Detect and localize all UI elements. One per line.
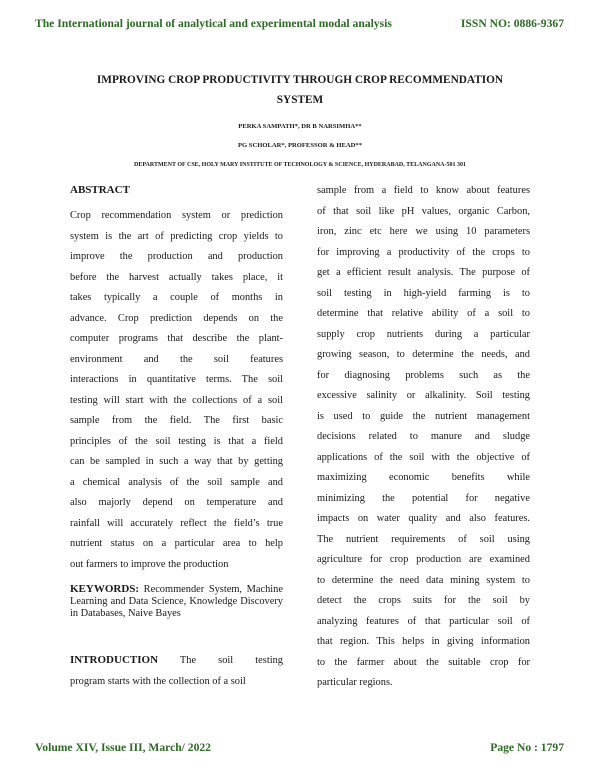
- authors: PERKA SAMPATH*, DR B NARSIMHA**: [238, 123, 362, 130]
- text-line: sample from a field to know about features: [317, 185, 530, 196]
- volume-issue: Volume XIV, Issue III, March/ 2022: [35, 741, 211, 754]
- text-line: excessive salinity or alkalinity. Soil testing: [317, 390, 530, 401]
- abstract-body: [70, 206, 283, 575]
- text-line: to the farmer about the suitable crop for: [317, 656, 530, 668]
- text-line: advance. Crop prediction depends on the: [70, 312, 283, 324]
- text-line: supply crop nutrients during a particular: [317, 328, 530, 340]
- text-line: sample from the field. The first basic: [70, 415, 283, 426]
- text-line: The nutrient requirements of soil using: [317, 533, 530, 545]
- text-line: applications of the soil with the objective of: [317, 451, 530, 463]
- text-line: maximizing economic benefits while: [317, 472, 530, 483]
- introduction-heading: INTRODUCTION: [70, 654, 159, 666]
- text-line: rainfall will accurately reflect the field’s true: [70, 517, 283, 529]
- text-line: testing will start with the collections of a soil: [70, 394, 283, 406]
- text-line: that region. This helps in giving information: [317, 636, 530, 647]
- author-roles: PG SCHOLAR*, PROFESSOR & HEAD**: [237, 142, 362, 149]
- text-line: out farmers to improve the production: [70, 558, 229, 570]
- text-line: system is the art of predicting crop yields to: [70, 230, 283, 242]
- text-line: improve the production and production: [70, 251, 283, 262]
- text-line: is used to guide the nutrient management: [317, 410, 530, 422]
- text-line: takes typically a couple of months in: [70, 292, 283, 303]
- text-line: principles of the soil testing is that a field: [70, 435, 283, 447]
- text-line: nutrient status on a particular area to help: [70, 538, 283, 549]
- text-line: analyzing features of that particular soil of: [317, 615, 530, 627]
- text-line: impacts on water quality and also features.: [317, 513, 530, 524]
- text-line: Crop recommendation system or prediction: [70, 210, 283, 221]
- text-line: computer programs that describe the plant-: [70, 333, 283, 344]
- text-line: get a efficient result analysis. The purpose of: [317, 267, 530, 278]
- text-line: for improving a productivity of the crops to: [317, 246, 530, 258]
- text-line: growing season, to determine the needs, and: [317, 349, 530, 360]
- text-line: of that soil like pH values, organic Carbon,: [317, 205, 530, 217]
- abstract-heading: ABSTRACT: [70, 184, 130, 196]
- issn-number: ISSN NO: 0886-9367: [460, 17, 564, 30]
- keywords-label: KEYWORDS:: [70, 583, 140, 595]
- text-line: can be sampled in such a way that by getting: [70, 456, 283, 467]
- title-line-1: IMPROVING CROP PRODUCTIVITY THROUGH CROP RECOMMENDATION: [96, 74, 504, 86]
- keywords-text: Recommender System, Machine Learning and Data Science, Knowledge Discovery in Databases, Naive Bayes: [70, 584, 283, 620]
- introduction-section: [70, 650, 283, 692]
- journal-name: The International journal of analytical and experimental modal analysis: [35, 17, 392, 30]
- page-number: Page No : 1797: [490, 741, 564, 754]
- text-line: to determine the need data mining system to: [317, 574, 530, 586]
- text-line: before the harvest actually takes place, it: [70, 271, 283, 283]
- text-line: interactions in quantitative terms. The soil: [70, 374, 283, 385]
- text-line: iron, zinc etc here we using 10 parameters: [317, 226, 530, 237]
- paper-title: [60, 70, 540, 110]
- text-line: a chemical analysis of the soil sample and: [70, 476, 283, 488]
- text-line: minimizing the potential for negative: [317, 492, 530, 504]
- text-line: soil testing in high-yield farming is to: [317, 287, 530, 299]
- intro-line-1: [70, 650, 283, 672]
- text-line: for diagnosing problems such as the: [317, 369, 530, 381]
- intro-first-text: The soil testing: [179, 655, 283, 666]
- text-line: environment and the soil features: [70, 353, 283, 365]
- keywords: [70, 583, 283, 621]
- text-line: particular regions.: [317, 677, 393, 688]
- text-line: agriculture for crop production are examined: [317, 554, 530, 565]
- text-line: also majorly depend on temperature and: [70, 497, 283, 508]
- department: DEPARTMENT OF CSE, HOLY MARY INSTITUTE OF TECHNOLOGY & SCIENCE, HYDERABAD, TELANGANA-501 301: [133, 162, 466, 168]
- text-line: determine that relative ability of a soil to: [317, 308, 530, 319]
- text-line: detect the crops suits for the soil by: [317, 595, 530, 606]
- title-line-2: SYSTEM: [276, 94, 324, 106]
- text-line: decisions related to manure and sludge: [317, 431, 530, 442]
- intro-line-2: program starts with the collection of a soil: [70, 675, 246, 687]
- right-column-body: [317, 181, 530, 694]
